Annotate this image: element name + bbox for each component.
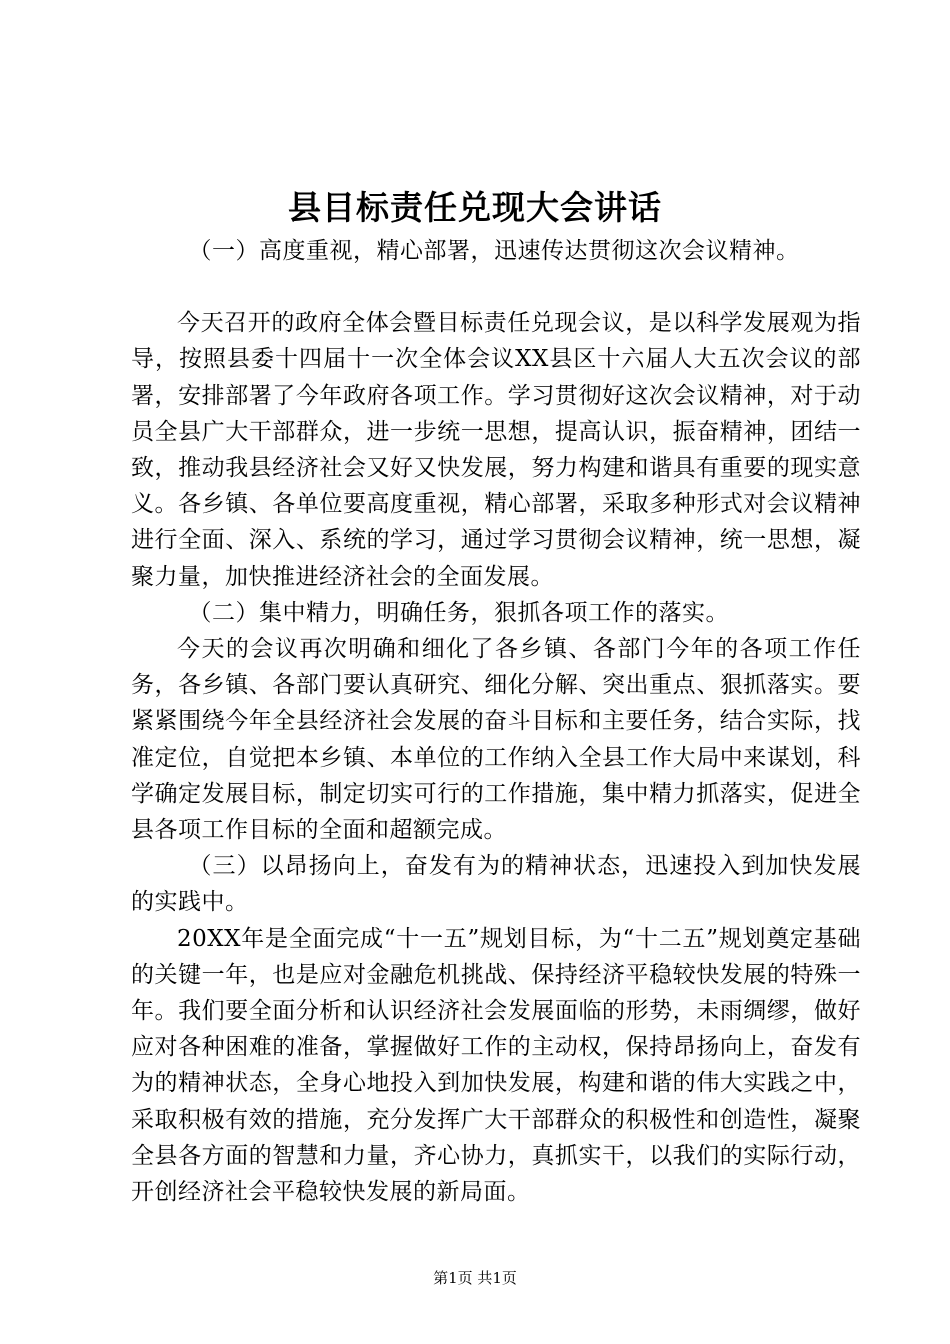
document-body [131, 233, 861, 1210]
section-2-heading: （二）集中精力，明确任务，狠抓各项工作的落实。 [188, 599, 729, 626]
section-2-body: 今天的会议再次明确和细化了各乡镇、各部门今年的各项工作任务，各乡镇、各部门要认真研究、细化分解、突出重点、狠抓落实。要紧紧围绕今年全县经济社会发展的奋斗目标和主要任务，结合实际，找准定位，自觉把本乡镇、本单位的工作纳入全县工作大局中来谋划，科学确定发展目标，制定切实可行的工作措施，集中精力抓落实，促进全县各项工作目标的全面和超额完成。 [131, 636, 861, 844]
page-footer: 第1页 共1页 [433, 1269, 517, 1287]
section-3-body: 20XX年是全面完成“十一五”规划目标，为“十二五”规划奠定基础的关键一年，也是应对金融危机挑战、保持经济平稳较快发展的特殊一年。我们要全面分析和认识经济社会发展面临的形势，未雨绸缪，做好应对各种困难的准备，掌握做好工作的主动权，保持昂扬向上，奋发有为的精神状态，全身心地投入到加快发展，构建和谐的伟大实践之中，采取积极有效的措施，充分发挥广大干部群众的积极性和创造性，凝聚全县各方面的智慧和力量，齐心协力，真抓实干，以我们的实际行动，开创经济社会平稳较快发展的新局面。 [131, 925, 861, 1206]
paragraph-gap [131, 269, 861, 305]
section-3-heading: （三）以昂扬向上，奋发有为的精神状态，迅速投入到加快发展的实践中。 [131, 853, 861, 916]
section-1-heading: （一）高度重视，精心部署，迅速传达贯彻这次会议精神。 [188, 238, 800, 264]
section-1-body: 今天召开的政府全体会暨目标责任兑现会议，是以科学发展观为指导，按照县委十四届十一次全体会议XX县区十六届人大五次会议的部署，安排部署了今年政府各项工作。学习贯彻好这次会议精神，对于动员全县广大干部群众，进一步统一思想，提高认识，振奋精神，团结一致，推动我县经济社会又好又快发展，努力构建和谐具有重要的现实意义。各乡镇、各单位要高度重视，精心部署，采取多种形式对会议精神进行全面、深入、系统的学习，通过学习贯彻会议精神，统一思想，凝聚力量，加快推进经济社会的全面发展。 [131, 310, 861, 590]
document-title: 县目标责任兑现大会讲话 [288, 188, 662, 227]
